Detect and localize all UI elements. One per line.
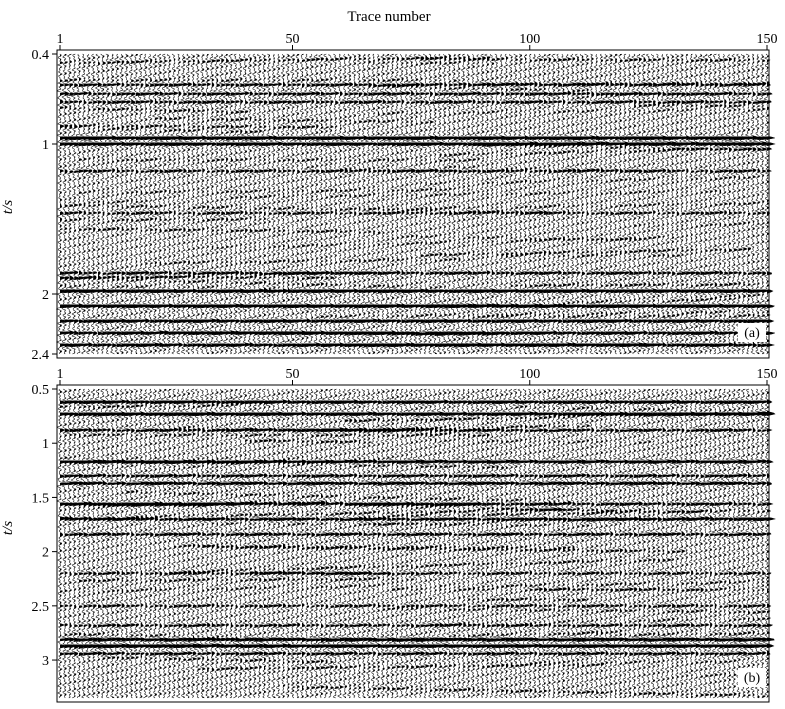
y-tick-label: 1 <box>42 437 49 453</box>
panel-b-y-ticks <box>32 383 58 669</box>
x-tick-label: 1 <box>56 367 64 382</box>
panel-a-y-ticks <box>32 48 58 363</box>
x-tick-label: 100 <box>519 367 541 382</box>
x-tick-label: 150 <box>756 32 778 47</box>
x-tick-label: 50 <box>285 367 300 382</box>
panel-a-label: (a) <box>744 326 760 341</box>
y-tick-label: 3 <box>42 654 49 670</box>
y-tick-label: 1 <box>42 138 49 153</box>
panel-b-y-axis-label: t/s <box>0 520 16 536</box>
y-tick-label: 2.4 <box>31 348 49 363</box>
panel-a <box>0 32 778 363</box>
y-tick-label: 0.4 <box>31 48 49 63</box>
y-tick-label: 1.5 <box>31 491 49 507</box>
y-tick-label: 2 <box>42 545 49 561</box>
panel-a-x-ticks <box>57 32 778 50</box>
x-tick-label: 150 <box>756 367 778 382</box>
x-tick-label: 1 <box>56 32 64 47</box>
x-tick-label: 50 <box>285 32 300 47</box>
x-tick-label: 100 <box>519 32 541 47</box>
panel-a-y-axis-label: t/s <box>0 199 16 215</box>
y-tick-label: 0.5 <box>31 383 49 398</box>
panel-b-label: (b) <box>743 671 761 686</box>
panel-b-x-ticks <box>57 367 778 385</box>
x-axis-title: Trace number <box>347 9 431 25</box>
y-tick-label: 2 <box>42 288 49 303</box>
panel-b <box>0 367 778 702</box>
y-tick-label: 2.5 <box>31 599 49 615</box>
